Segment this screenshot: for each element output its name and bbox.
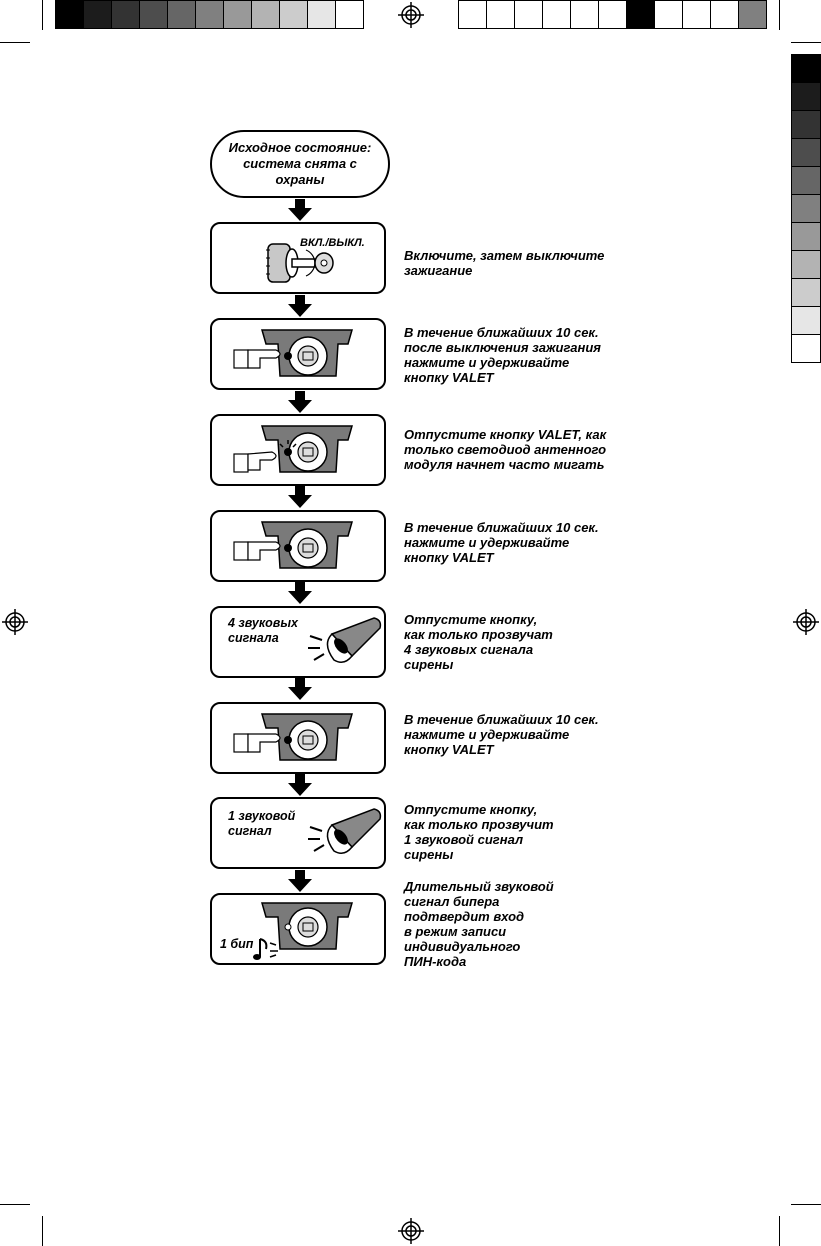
- color-swatch: [791, 250, 821, 279]
- down-arrow-icon: [288, 678, 312, 700]
- trim-mark: [0, 42, 30, 43]
- down-arrow-icon: [288, 774, 312, 796]
- ignition-label: ВКЛ./ВЫКЛ.: [300, 237, 365, 249]
- trim-mark: [42, 0, 43, 30]
- color-swatch: [791, 278, 821, 307]
- color-swatch: [335, 0, 364, 29]
- trim-mark: [42, 1216, 43, 1246]
- color-swatch: [791, 334, 821, 363]
- down-arrow-icon: [288, 870, 312, 892]
- color-swatch: [458, 0, 487, 29]
- down-arrow-icon: [288, 391, 312, 413]
- down-arrow-icon: [288, 582, 312, 604]
- color-swatch: [791, 306, 821, 335]
- step-box-ignition: [210, 222, 386, 294]
- step-description: В течение ближайших 10 сек. нажмите и удерживайте кнопку VALET: [404, 520, 599, 565]
- color-swatch: [139, 0, 168, 29]
- ignition-key-icon: [262, 238, 342, 286]
- siren-signal-label: 4 звуковых сигнала: [228, 616, 298, 645]
- siren-icon: [304, 805, 384, 863]
- color-swatch: [486, 0, 515, 29]
- trim-mark: [779, 0, 780, 30]
- antenna-module-release-icon: [232, 422, 362, 480]
- color-swatch: [55, 0, 84, 29]
- color-swatch: [598, 0, 627, 29]
- down-arrow-icon: [288, 486, 312, 508]
- registration-mark-icon: [398, 1218, 424, 1244]
- gray-ramp-strip: [55, 0, 363, 29]
- beep-label: 1 бип: [220, 937, 254, 951]
- color-swatch: [791, 138, 821, 167]
- color-swatch: [791, 194, 821, 223]
- start-state-node: [210, 130, 390, 198]
- color-swatch: [738, 0, 767, 29]
- siren-icon: [304, 614, 384, 672]
- color-swatch: [514, 0, 543, 29]
- color-swatch: [791, 54, 821, 83]
- registration-mark-icon: [793, 609, 819, 635]
- color-swatch: [167, 0, 196, 29]
- step-box-siren: [210, 606, 386, 678]
- color-swatch: [111, 0, 140, 29]
- color-swatch: [791, 110, 821, 139]
- color-swatch: [223, 0, 252, 29]
- siren-signal-label: 1 звуковой сигнал: [228, 809, 296, 838]
- antenna-module-press-icon: [232, 326, 362, 384]
- trim-mark: [0, 1204, 30, 1205]
- step-box-release-valet: [210, 414, 386, 486]
- control-strip: [458, 0, 766, 29]
- color-swatch: [307, 0, 336, 29]
- step-box-press-valet: [210, 510, 386, 582]
- step-box-siren: [210, 797, 386, 869]
- color-swatch: [682, 0, 711, 29]
- color-swatch: [710, 0, 739, 29]
- step-box-beep: [210, 893, 386, 965]
- color-swatch: [542, 0, 571, 29]
- trim-mark: [791, 42, 821, 43]
- color-swatch: [279, 0, 308, 29]
- color-swatch: [791, 166, 821, 195]
- trim-mark: [779, 1216, 780, 1246]
- registration-mark-icon: [2, 609, 28, 635]
- step-description: Отпустите кнопку VALET, как только светодиод антенного модуля начнет часто мигать: [404, 427, 607, 472]
- vertical-gray-ramp: [791, 54, 820, 362]
- registration-mark-icon: [398, 2, 424, 28]
- step-description: Включите, затем выключите зажигание: [404, 248, 605, 278]
- color-swatch: [195, 0, 224, 29]
- down-arrow-icon: [288, 295, 312, 317]
- step-box-press-valet: [210, 702, 386, 774]
- step-description: Длительный звуковой сигнал бипера подтвердит вход в режим записи индивидуального ПИН-кода: [404, 879, 554, 969]
- antenna-module-press-icon: [232, 518, 362, 576]
- down-arrow-icon: [288, 199, 312, 221]
- step-description: В течение ближайших 10 сек. нажмите и удерживайте кнопку VALET: [404, 712, 599, 757]
- step-description: Отпустите кнопку, как только прозвучит 1 звуковой сигнал сирены: [404, 802, 554, 862]
- antenna-module-press-icon: [232, 710, 362, 768]
- color-swatch: [251, 0, 280, 29]
- antenna-module-beep-icon: [232, 899, 362, 961]
- color-swatch: [570, 0, 599, 29]
- color-swatch: [83, 0, 112, 29]
- color-swatch: [654, 0, 683, 29]
- color-swatch: [791, 82, 821, 111]
- trim-mark: [791, 1204, 821, 1205]
- color-swatch: [626, 0, 655, 29]
- start-state-label: Исходное состояние: система снята с охраны: [228, 140, 372, 187]
- step-description: В течение ближайших 10 сек. после выключения зажигания нажмите и удерживайте кнопку VALET: [404, 325, 601, 385]
- step-box-press-valet: [210, 318, 386, 390]
- step-description: Отпустите кнопку, как только прозвучат 4 звуковых сигнала сирены: [404, 612, 553, 672]
- color-swatch: [791, 222, 821, 251]
